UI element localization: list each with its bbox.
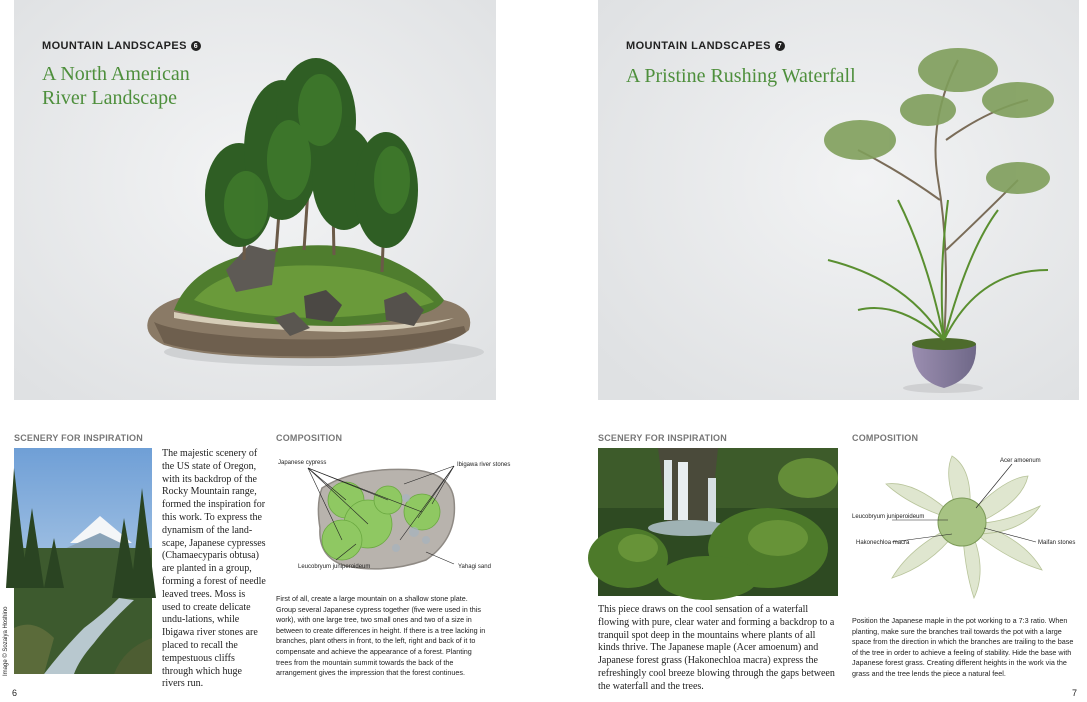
diagram-label-stones: Ibigawa river stones (457, 462, 511, 468)
right-series-label: MOUNTAIN LANDSCAPES (626, 40, 771, 52)
left-composition-text: First of all, create a large mountain on a shallow stone plate. Group several Japanese cypress together (five were used in this work), with one large tree, two small ones and two of a size in between to create differences in height. If there is a tree lacking in branches, plant others in front, to the left, right and back of it to compensate and achieve the appearance of a forest. Planting trees from the mountain summit towards the back of the arrangement gives the impression that the forest continues. (276, 594, 486, 678)
diagram-label-moss: Leucobryum juniperoideum (298, 564, 371, 570)
left-scenery-text: The majestic scenery of the US state of Oregon, with its backdrop of the Rocky Mountain range, formed the inspiration for this work. To express the dynamism of the land-scape, Japanese cypresses (Chamaecyparis obtusa) are planted in a group, forming a forest of needle leaved trees. Moss is used to create delicate undu-lations, while Ibigawa river stones are placed to recall the tempestuous cliffs through which huge rivers run. (162, 448, 266, 690)
maple-planting-image (598, 0, 1079, 400)
bonsai-forest-image (14, 0, 496, 400)
left-series-number: 6 (191, 41, 201, 51)
diagram-label-maple: Acer amoenum (1000, 458, 1041, 464)
right-series-heading (626, 40, 785, 52)
right-scenery-text: This piece draws on the cool sensation of a waterfall flowing with pure, clear water and forming a backdrop to a tranquil spot deep in the mountains where plants of all kinds thrive. The Japanese maple (Acer amoenum) and Japanese forest grass (Hakonechloa macra) express the refreshingly cool breeze blowing through the gaps between the waterfall and the trees. (598, 604, 835, 692)
waterfall-photo (598, 448, 838, 596)
diagram-label-sand: Yahagi sand (458, 564, 491, 570)
left-scenery-label: SCENERY FOR INSPIRATION (14, 433, 143, 443)
left-title-line1: A North American (42, 63, 190, 85)
left-series-heading (42, 40, 201, 52)
right-composition-diagram (852, 448, 1080, 606)
right-hero-photo (598, 0, 1079, 400)
right-series-number: 7 (775, 41, 785, 51)
diagram-label-moss-right: Leucobryum juniperoideum (852, 514, 925, 520)
diagram-label-maifan: Maifan stones (1038, 540, 1076, 546)
photo-credit: Image © Sozaiya Hoshino (3, 606, 9, 676)
right-page-title: A Pristine Rushing Waterfall (626, 65, 856, 87)
diagram-label-cypress: Japanese cypress (278, 460, 327, 466)
left-composition-label: COMPOSITION (276, 433, 343, 443)
right-scenery-label: SCENERY FOR INSPIRATION (598, 433, 727, 443)
left-page-title (42, 62, 190, 110)
right-composition-text: Position the Japanese maple in the pot working to a 7:3 ratio. When planting, make sure the branches trail towards the pot with a large space from the direction in which the branches are trailing to the base of the tree in order to achieve a feeling of stability. Hide the base with Japanese forest grass. Creating different heights in the work via the grass and the tree lends the piece a natural feel. (852, 616, 1074, 678)
right-composition-label: COMPOSITION (852, 433, 919, 443)
oregon-river-photo (14, 448, 152, 674)
left-series-label: MOUNTAIN LANDSCAPES (42, 40, 187, 52)
diagram-label-grass: Hakonechloa macra (856, 540, 910, 546)
left-page-number: 6 (12, 688, 18, 698)
right-page-number: 7 (1072, 688, 1078, 698)
left-composition-diagram (276, 448, 511, 586)
left-hero-photo (14, 0, 496, 400)
left-title-line2: River Landscape (42, 87, 177, 109)
